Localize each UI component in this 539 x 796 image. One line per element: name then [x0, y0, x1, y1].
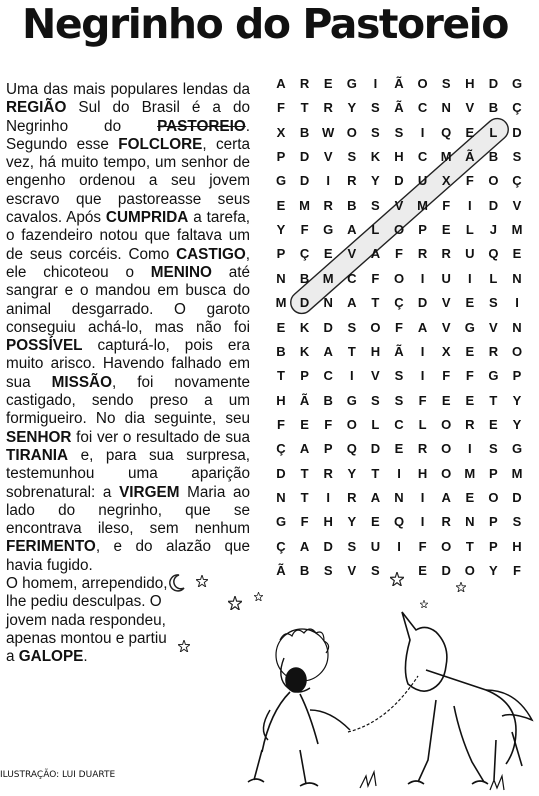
grid-cell: E	[489, 416, 498, 432]
grid-cell: Y	[347, 514, 357, 530]
grid-cell: F	[300, 222, 309, 238]
grid-cell: N	[465, 514, 475, 530]
grid-cell: A	[370, 489, 381, 505]
grid-cell: V	[465, 100, 475, 116]
grid-cell: E	[465, 343, 475, 359]
grid-cell: G	[323, 222, 334, 238]
grid-cell: O	[370, 319, 381, 335]
grid-cell: S	[441, 76, 451, 91]
grid-cell: R	[347, 173, 357, 189]
grid-cell: F	[465, 368, 474, 384]
grid-cell: Y	[276, 222, 286, 238]
grid-cell: G	[511, 441, 523, 457]
grid-cell: K	[299, 319, 310, 335]
grid-cell: Ç	[512, 100, 522, 116]
grid-cell: O	[511, 343, 523, 359]
grid-cell: G	[275, 173, 287, 189]
grid-cell: G	[275, 514, 287, 530]
grid-cell: F	[418, 392, 427, 408]
grid-cell: V	[347, 563, 357, 578]
keyword-pastoreio: PASTOREIO	[157, 117, 246, 135]
grid-cell: S	[347, 319, 357, 335]
grid-cell: Q	[393, 514, 405, 530]
grid-cell: I	[326, 173, 330, 189]
grid-cell: R	[417, 441, 428, 457]
grid-cell: I	[397, 538, 401, 554]
grid-cell: Y	[371, 173, 380, 189]
grid-cell: R	[465, 416, 475, 432]
grid-cell: O	[464, 563, 475, 578]
grid-cell: O	[346, 416, 357, 432]
keyword-ferimento: FERIMENTO	[6, 538, 96, 556]
grid-cell: I	[373, 76, 378, 91]
grid-cell: L	[371, 416, 380, 432]
highlight-oval-pastoreio	[286, 114, 513, 318]
grid-cell: X	[441, 173, 451, 189]
grid-cell: K	[299, 343, 310, 359]
grid-cell: T	[465, 538, 474, 554]
grid-cell: M	[417, 197, 429, 213]
grid-cell: R	[488, 343, 499, 359]
grid-cell: H	[323, 514, 333, 530]
grid-cell: P	[300, 368, 309, 384]
grid-cell: Q	[346, 441, 357, 457]
grid-cell: F	[513, 563, 521, 578]
grid-cell: C	[417, 149, 428, 165]
grid-cell: F	[442, 197, 451, 213]
grid-cell: D	[417, 295, 428, 311]
grid-cell: J	[489, 222, 497, 238]
word-search-grid	[270, 72, 532, 584]
grid-cell: X	[276, 124, 286, 140]
grid-cell: B	[488, 100, 499, 116]
grid-cell: S	[371, 197, 380, 213]
grid-cell: T	[371, 295, 380, 311]
star-icon	[178, 640, 190, 652]
grid-cell: D	[488, 76, 499, 91]
grid-cell: D	[394, 173, 404, 189]
grid-cell: S	[512, 149, 522, 165]
grid-cell: M	[299, 197, 311, 213]
grid-cell: P	[418, 222, 427, 238]
grid-cell: O	[441, 416, 452, 432]
grid-cell: O	[441, 538, 452, 554]
grid-cell: P	[489, 538, 498, 554]
grid-cell: E	[371, 514, 380, 530]
keyword-castigo: CASTIGO	[176, 245, 246, 263]
grid-cell: S	[371, 563, 380, 578]
grid-cell: P	[512, 368, 522, 384]
grid-cell: N	[323, 295, 333, 311]
grid-cell: I	[515, 295, 519, 311]
grid-cell: C	[323, 368, 333, 384]
grid-cell: T	[300, 465, 309, 481]
grid-cell: Ã	[465, 149, 475, 165]
grid-cell: O	[488, 173, 499, 189]
grid-cell: H	[417, 465, 428, 481]
grid-cell: O	[441, 465, 452, 481]
grid-cell: I	[420, 343, 425, 359]
grid-cell: H	[276, 392, 286, 408]
grid-cell: Y	[512, 392, 522, 408]
grid-cell: I	[326, 489, 330, 505]
grid-cell: E	[512, 246, 522, 262]
grid-cell: V	[323, 149, 333, 165]
grid-cell: N	[276, 489, 286, 505]
grid-cell: D	[323, 319, 333, 335]
grid-cell: F	[395, 246, 403, 262]
grid-cell: I	[349, 368, 354, 384]
grid-cell: H	[370, 343, 381, 359]
grid-cell: U	[465, 246, 475, 262]
grid-cell: D	[299, 149, 310, 165]
grid-cell: Ç	[299, 246, 310, 262]
grid-cell: S	[512, 514, 522, 530]
grid-cell: U	[370, 538, 381, 554]
grid-cell: R	[441, 246, 451, 262]
grid-cell: A	[299, 441, 310, 457]
grid-cell: F	[395, 319, 403, 335]
grid-cell: I	[467, 197, 472, 213]
grid-cell: P	[489, 514, 498, 530]
grid-cell: V	[441, 319, 451, 335]
grid-cell: N	[394, 489, 404, 505]
grid-cell: L	[465, 222, 474, 238]
grid-cell: T	[300, 489, 309, 505]
keyword-menino: MENINO	[150, 263, 212, 281]
grid-cell: Ç	[276, 538, 286, 554]
grid-cell: R	[347, 489, 357, 505]
grid-cell: O	[441, 441, 452, 457]
grid-cell: I	[420, 368, 425, 384]
grid-cell: S	[394, 368, 404, 384]
grid-cell: F	[324, 416, 333, 432]
grid-cell: Y	[512, 416, 522, 432]
grid-cell: M	[511, 222, 523, 238]
grid-cell: S	[371, 392, 380, 408]
grid-cell: K	[370, 149, 381, 165]
grid-cell: O	[346, 124, 357, 140]
keyword-possivel: POSSÍVEL	[6, 337, 83, 355]
grid-cell: D	[512, 489, 522, 505]
grid-cell: I	[420, 514, 425, 530]
grid-cell: S	[347, 149, 357, 165]
grid-cell: R	[417, 246, 428, 262]
grid-cell: A	[299, 538, 310, 554]
grid-cell: B	[276, 343, 286, 359]
grid-cell: I	[467, 270, 472, 286]
grid-cell: P	[489, 465, 498, 481]
illustration-boy-and-horse	[240, 600, 539, 796]
grid-cell: F	[277, 100, 285, 116]
grid-cell: M	[322, 270, 334, 286]
grid-cell: E	[323, 76, 333, 91]
grid-cell: A	[347, 295, 357, 311]
grid-cell: N	[512, 319, 522, 335]
grid-cell: D	[512, 124, 522, 140]
grid-cell: D	[370, 441, 381, 457]
grid-cell: G	[488, 368, 499, 384]
grid-cell: P	[323, 441, 333, 457]
grid-cell: Y	[347, 465, 357, 481]
grid-cell: M	[275, 295, 287, 311]
grid-cell: Y	[489, 563, 498, 578]
grid-cell: N	[276, 270, 286, 286]
star-icon	[390, 572, 404, 586]
grid-cell: S	[347, 538, 357, 554]
grid-cell: G	[346, 392, 357, 408]
story-ending: O homem, arrependido, lhe pediu desculpas. O jovem nada respondeu, apenas montou e partiu a GALOPE.	[6, 575, 168, 666]
grid-cell: B	[299, 124, 310, 140]
grid-cell: Ã	[394, 100, 404, 116]
grid-cell: E	[441, 222, 451, 238]
grid-cell: N	[512, 270, 522, 286]
grid-cell: P	[276, 246, 286, 262]
grid-cell: O	[393, 270, 405, 286]
grid-cell: S	[394, 124, 404, 140]
grid-cell: U	[441, 270, 451, 286]
grid-cell: I	[420, 489, 425, 505]
grid-cell: S	[394, 392, 404, 408]
grid-cell: F	[300, 514, 309, 530]
grid-cell: L	[489, 270, 498, 286]
grid-cell: F	[371, 270, 380, 286]
grid-cell: E	[441, 392, 451, 408]
grid-cell: Ã	[276, 563, 286, 578]
grid-cell: Q	[488, 246, 499, 262]
grid-cell: B	[299, 270, 310, 286]
grid-cell: S	[489, 295, 498, 311]
grid-cell: C	[394, 416, 404, 432]
grid-cell: O	[488, 489, 499, 505]
grid-cell: G	[511, 76, 523, 91]
grid-cell: D	[299, 173, 310, 189]
grid-cell: S	[371, 100, 380, 116]
grid-cell: I	[397, 465, 401, 481]
grid-cell: G	[346, 76, 357, 91]
grid-cell: V	[394, 197, 404, 213]
story-text: Uma das mais populares lendas da REGIÃO Sul do Brasil é a do Negrinho do PASTOREIO. Segundo esse FOLCLORE, certa vez, há muito tempo, um senhor de engenho ordenou a seu jovem escravo que pastoreasse seus cavalos. Após CUMPRIDA a tarefa, o fazendeiro notou que faltava um de seus corcéis. Como CASTIGO, ele chicoteou o MENINO até sangrar e o mandou em busca do animal desgarrado. O garoto conseguiu achá-lo, mas não foi POSSÍVEL capturá-lo, pois era muito arisco. Havendo falhado em sua MISSÃO, foi novamente castigado, sendo preso a um formigueiro. No dia seguinte, seu SENHOR foi ver o resultado de sua TIRANIA e, para sua surpresa, testemunhou uma aparição sobrenatural: a VIRGEM Maria ao lado do negrinho, que se encontrava ileso, sem nenhum FERIMENTO, e do alazão que havia fugido.	[6, 81, 251, 574]
grid-cell: T	[347, 343, 356, 359]
grid-cell: T	[489, 392, 498, 408]
grid-cell: P	[276, 149, 286, 165]
grid-cell: E	[418, 563, 427, 578]
grid-cell: F	[442, 368, 451, 384]
grid-cell: S	[323, 563, 333, 578]
grid-cell: T	[277, 368, 285, 384]
keyword-galope: GALOPE	[18, 648, 84, 666]
grid-cell: A	[323, 343, 333, 359]
grid-cell: E	[394, 441, 404, 457]
grid-cell: V	[512, 197, 522, 213]
grid-cell: I	[420, 270, 425, 286]
grid-cell: B	[299, 563, 310, 578]
keyword-cumprida: CUMPRIDA	[105, 209, 189, 227]
grid-cell: M	[511, 465, 523, 481]
star-icon	[196, 575, 208, 587]
grid-cell: S	[371, 124, 380, 140]
grid-cell: C	[347, 270, 357, 286]
grid-cell: L	[418, 416, 427, 432]
grid-cell: L	[489, 124, 498, 140]
grid-cell: R	[323, 465, 333, 481]
grid-cell: O	[393, 222, 405, 238]
grid-cell: E	[465, 392, 475, 408]
grid-cell: D	[441, 563, 451, 578]
grid-cell: D	[488, 197, 499, 213]
grid-cell: X	[441, 343, 451, 359]
grid-cell: R	[323, 197, 333, 213]
grid-cell: Ç	[394, 295, 404, 311]
grid-cell: B	[347, 197, 357, 213]
grid-cell: F	[418, 538, 427, 554]
grid-cell: Ã	[394, 343, 404, 359]
page-title: Negrinho do Pastoreio	[22, 0, 508, 48]
grid-cell: Ç	[276, 441, 286, 457]
grid-cell: N	[441, 100, 451, 116]
grid-cell: M	[440, 149, 452, 165]
grid-cell: Y	[347, 100, 357, 116]
grid-cell: S	[489, 441, 498, 457]
grid-cell: V	[347, 246, 357, 262]
grid-cell: Ã	[394, 76, 404, 91]
keyword-virgem: VIRGEM	[119, 483, 180, 501]
grid-cell: F	[277, 416, 285, 432]
grid-cell: E	[300, 416, 309, 432]
grid-cell: T	[371, 465, 380, 481]
grid-cell: A	[370, 246, 381, 262]
grid-cell: A	[276, 76, 286, 91]
illustration-credit: ILUSTRAÇÃO: LUI DUARTE	[0, 770, 116, 780]
grid-cell: I	[420, 124, 425, 140]
grid-cell: V	[489, 319, 498, 335]
keyword-senhor: SENHOR	[6, 428, 72, 446]
grid-cell: B	[323, 392, 333, 408]
grid-cell: B	[488, 149, 499, 165]
keyword-tirania: TIRANIA	[6, 446, 69, 464]
grid-cell: I	[467, 441, 472, 457]
grid-cell: W	[322, 124, 335, 140]
grid-cell: A	[441, 489, 451, 505]
keyword-regiao: REGIÃO	[6, 99, 67, 117]
grid-cell: H	[465, 76, 475, 91]
grid-cell: Ã	[299, 392, 310, 408]
grid-cell: E	[323, 246, 333, 262]
grid-cell: D	[299, 295, 310, 311]
grid-cell: U	[417, 173, 428, 189]
grid-cell: A	[347, 222, 357, 238]
grid-cell: F	[465, 173, 474, 189]
grid-cell: C	[417, 100, 428, 116]
grid-cell: E	[465, 489, 475, 505]
grid-cell: H	[512, 538, 522, 554]
grid-cell: V	[441, 295, 451, 311]
grid-cell: M	[464, 465, 476, 481]
grid-cell: H	[394, 149, 404, 165]
grid-cell: E	[276, 197, 286, 213]
grid-cell: E	[465, 295, 475, 311]
grid-cell: D	[323, 538, 333, 554]
grid-cell: G	[464, 319, 475, 335]
grid-cell: T	[300, 100, 309, 116]
grid-cell: R	[299, 76, 310, 91]
grid-cell: O	[417, 76, 428, 91]
keyword-folclore: FOLCLORE	[118, 135, 203, 153]
grid-cell: E	[276, 319, 286, 335]
grid-cell: D	[276, 465, 286, 481]
grid-cell: Ç	[512, 173, 522, 189]
grid-cell: E	[465, 124, 475, 140]
keyword-missao: MISSÃO	[51, 373, 112, 391]
grid-cell: Q	[441, 124, 452, 140]
grid-cell: R	[441, 514, 451, 530]
grid-cell: A	[417, 319, 428, 335]
grid-cell: R	[323, 100, 333, 116]
star-icon	[456, 582, 466, 592]
moon-icon	[165, 572, 187, 594]
grid-cell: L	[371, 222, 380, 238]
grid-cell: V	[371, 368, 380, 384]
